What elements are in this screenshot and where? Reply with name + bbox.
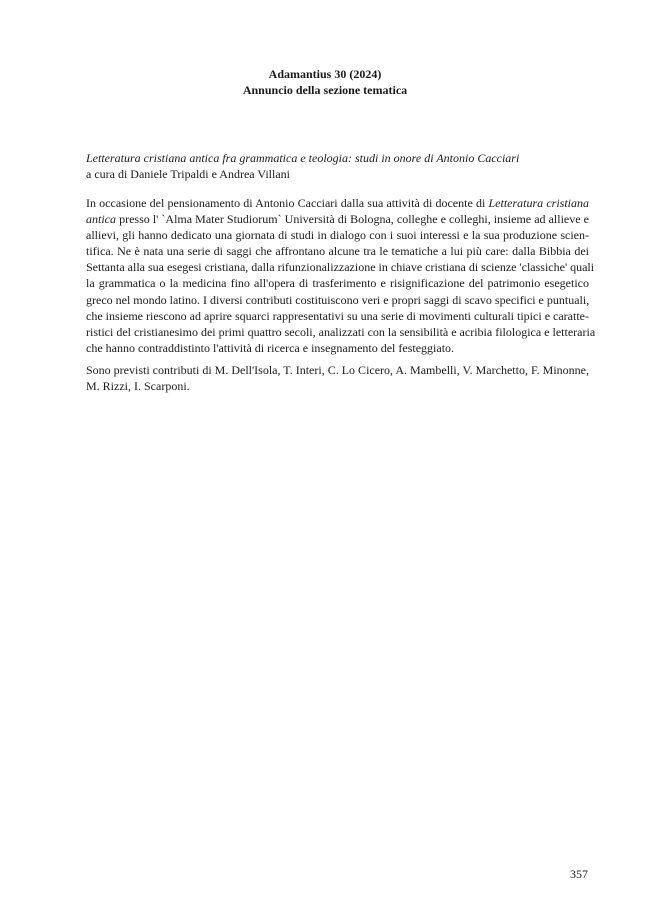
page-number: 357 xyxy=(570,867,588,881)
text-line: ristici del cristianesimo dei primi quattro secoli, analizzati con la sensibilità e acribia filologica e letteraria xyxy=(86,324,596,339)
text-line: Sono previsti contributi di M. Dell'Isola, T. Interi, C. Lo Cicero, A. Mambelli, V. Marchetto, F. Minonne, xyxy=(86,362,589,377)
text-line: In occasione del pensionamento di Antonio Cacciari dalla sua attività di docente di Letteratura cristiana xyxy=(86,196,589,210)
text-line: antica presso l' `Alma Mater Studiorum` Università di Bologna, colleghe e colleghi, insieme ad allieve e xyxy=(86,212,589,227)
paragraph-1 xyxy=(86,195,596,356)
text-line: che insieme riescono ad aprire squarci rappresentativi su una serie di movimenti culturali tipici e caratte- xyxy=(86,308,589,323)
text-line: che hanno contraddistinto l'attività di ricerca e insegnamento del festeggiato. xyxy=(86,340,455,355)
book-info xyxy=(86,150,589,182)
paragraph-2 xyxy=(86,362,589,394)
announcement-body xyxy=(86,195,596,400)
book-editors: a cura di Daniele Tripaldi e Andrea Villani xyxy=(86,167,291,181)
text-line: Settanta alla sua esegesi cristiana, dalla rifunzionalizzazione in chiave cristiana di scienze 'classiche' quali xyxy=(86,260,595,275)
page-header xyxy=(0,66,650,98)
journal-title: Adamantius 30 (2024) xyxy=(268,67,382,81)
text-line: allievi, gli hanno dedicato una giornata di studi in dialogo con i suoi interessi e la sua produzione scien- xyxy=(86,228,589,243)
text-line: greco nel mondo latino. I diversi contributi costituiscono veri e propri saggi di scavo specifici e puntuali, xyxy=(86,292,590,307)
book-title: Letteratura cristiana antica fra grammatica e teologia: studi in onore di Antonio Cacciari xyxy=(86,151,520,165)
section-title: Annuncio della sezione tematica xyxy=(242,83,408,97)
text-line: la grammatica o la medicina fino all'opera di trasferimento e risignificazione del patrimonio esegetico xyxy=(86,276,589,291)
text-line: tifica. Ne è nata una serie di saggi che affrontano alcune tra le tematiche a lui più care: dalla Bibbia dei xyxy=(86,244,589,259)
text-line: M. Rizzi, I. Scarponi. xyxy=(86,379,190,394)
